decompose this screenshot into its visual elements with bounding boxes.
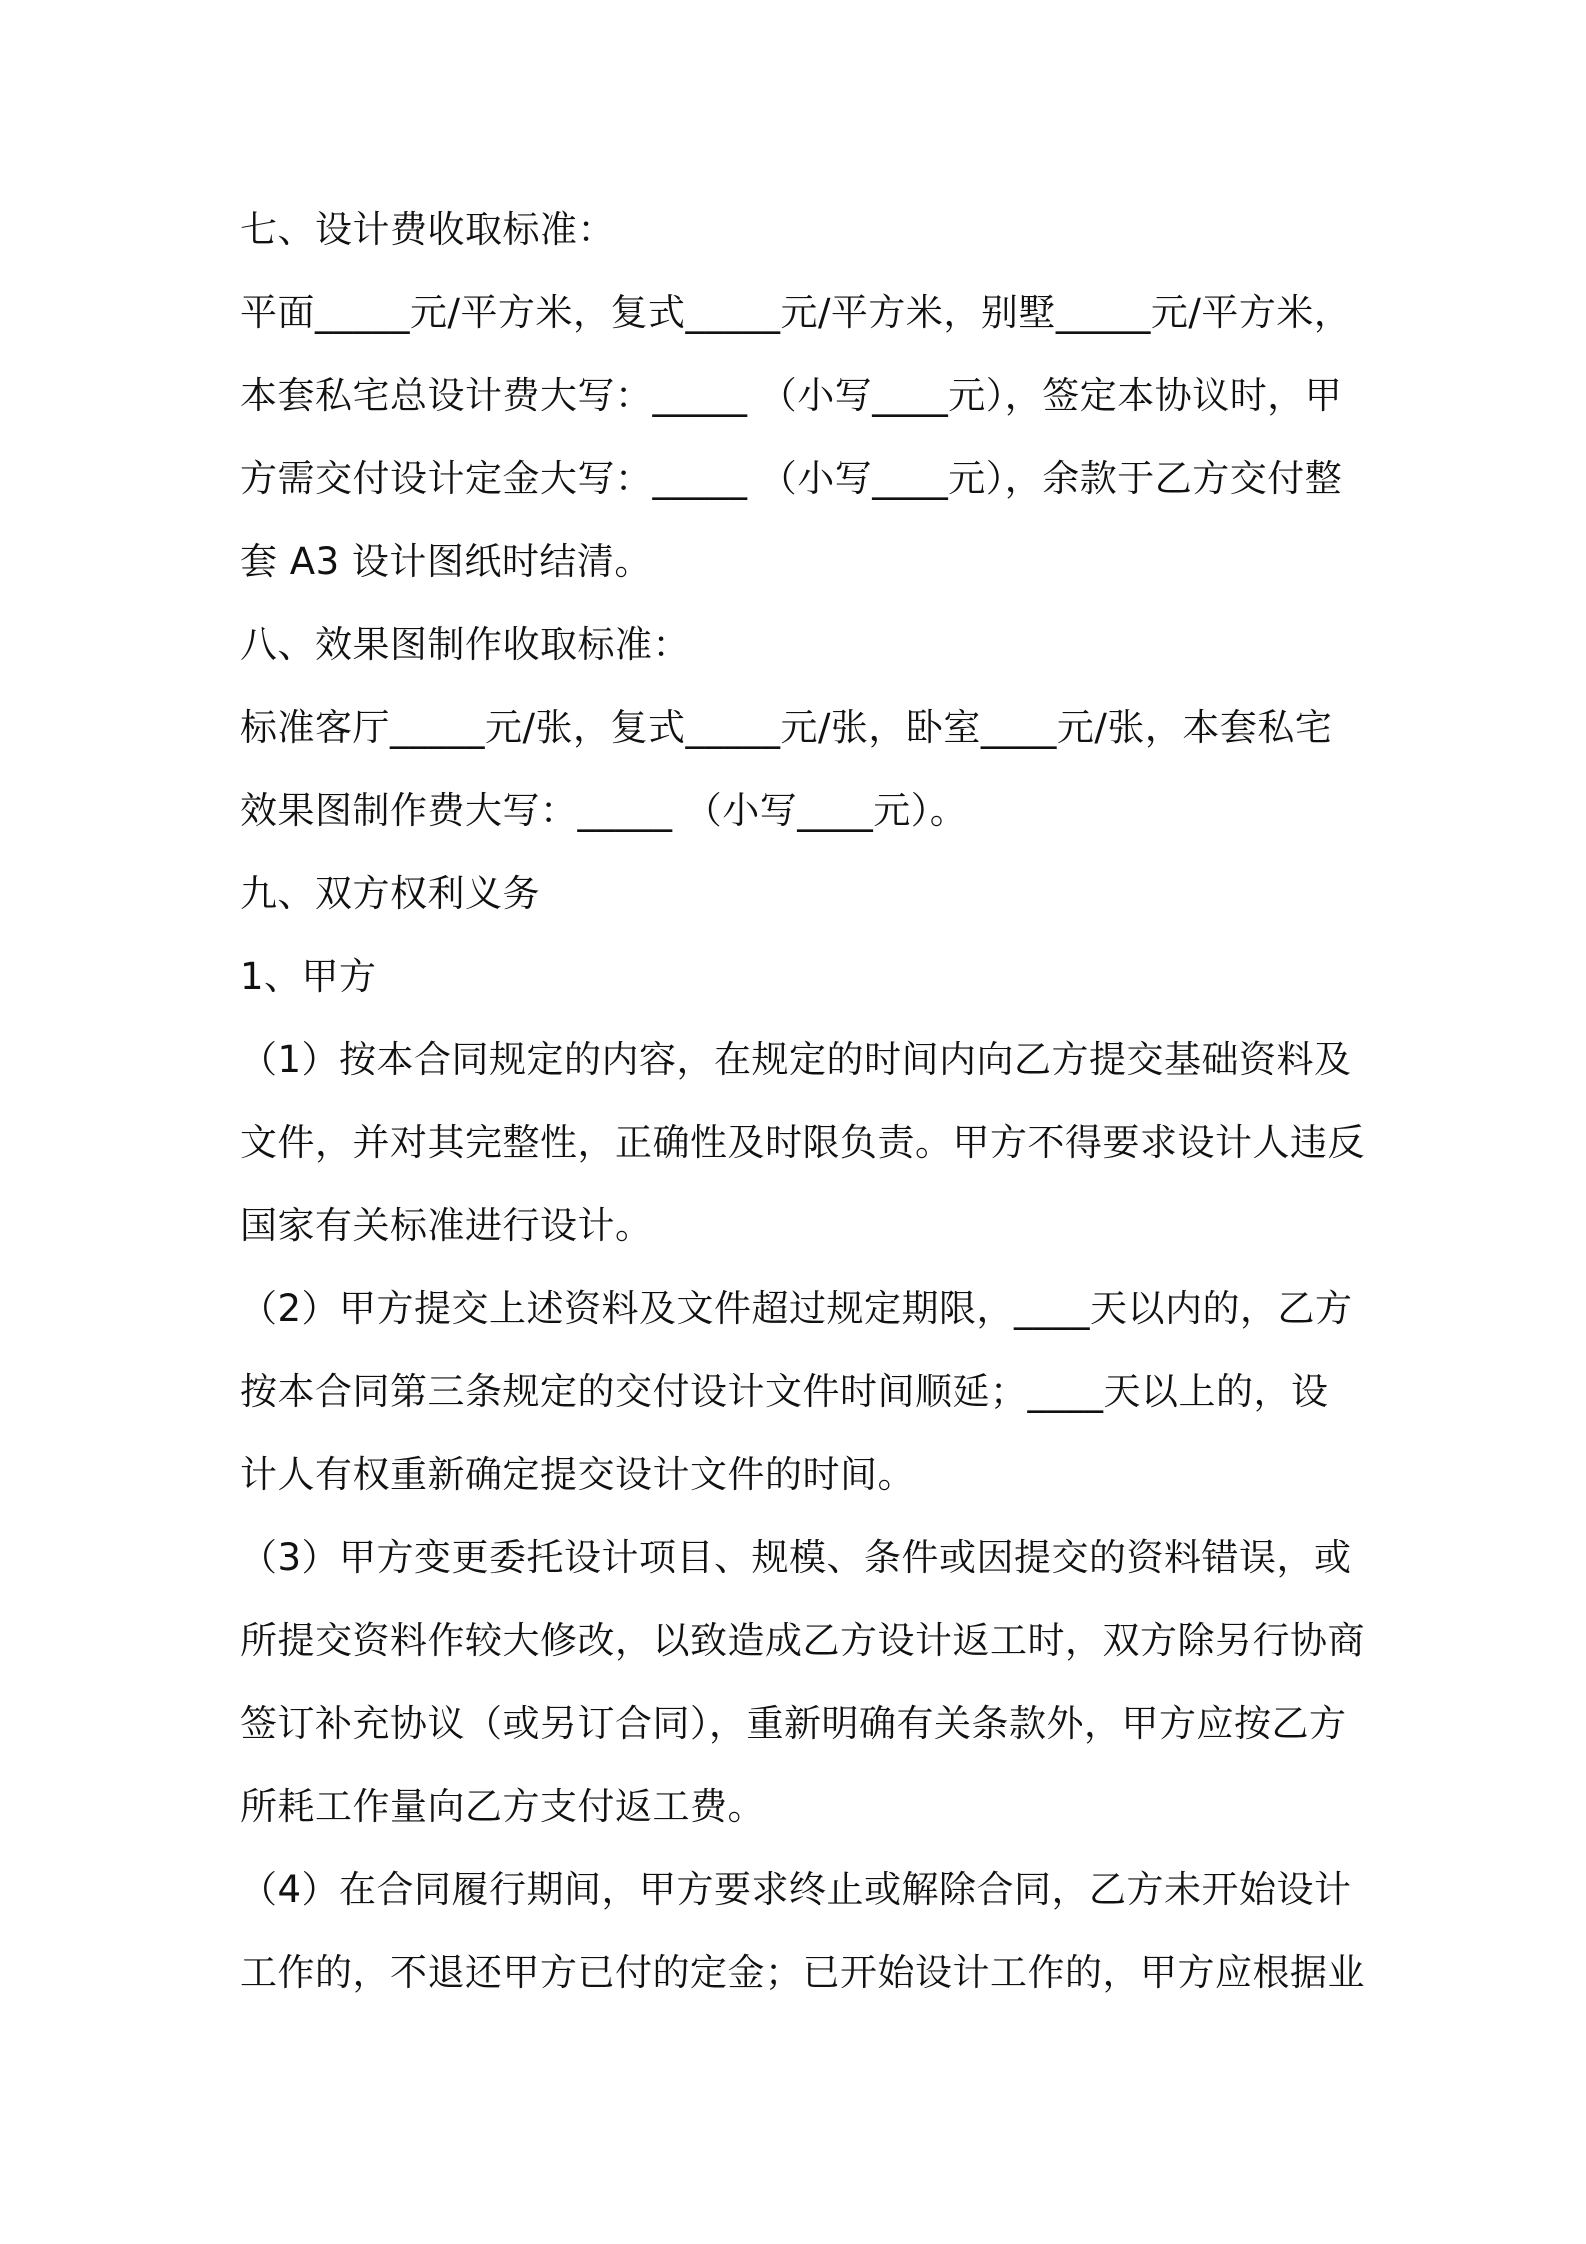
clause-line: 所提交资料作较大修改，以致造成乙方设计返工时，双方除另行协商 xyxy=(240,1619,1365,1662)
clause-line: 按本合同第三条规定的交付设计文件时间顺延；____天以上的，设 xyxy=(240,1370,1329,1413)
section-heading-design-fee: 七、设计费收取标准： xyxy=(240,208,615,251)
clause-line: 工作的，不退还甲方已付的定金；已开始设计工作的，甲方应根据业 xyxy=(240,1951,1365,1994)
clause-line: （4）在合同履行期间，甲方要求终止或解除合同，乙方未开始设计 xyxy=(240,1868,1352,1911)
paragraph-line: 套 A3 设计图纸时结清。 xyxy=(240,540,652,583)
paragraph-line: 标准客厅_____元/张，复式_____元/张，卧室____元/张，本套私宅 xyxy=(240,706,1333,749)
paragraph-line: 平面_____元/平方米，复式_____元/平方米，别墅_____元/平方米， xyxy=(240,291,1352,334)
clause-line: （1）按本合同规定的内容，在规定的时间内向乙方提交基础资料及 xyxy=(240,1038,1352,1081)
clause-line: 签订补充协议（或另订合同），重新明确有关条款外，甲方应按乙方 xyxy=(240,1702,1347,1745)
subsection-heading-party-a: 1、甲方 xyxy=(240,955,377,998)
clause-line: （2）甲方提交上述资料及文件超过规定期限，____天以内的，乙方 xyxy=(240,1287,1353,1330)
section-heading-rendering-fee: 八、效果图制作收取标准： xyxy=(240,623,690,666)
clause-line: 文件，并对其完整性，正确性及时限负责。甲方不得要求设计人违反 xyxy=(240,1121,1365,1164)
paragraph-line: 本套私宅总设计费大写：_____ （小写____元），签定本协议时，甲 xyxy=(240,374,1343,417)
clause-line: 计人有权重新确定提交设计文件的时间。 xyxy=(240,1453,915,1496)
clause-line: 国家有关标准进行设计。 xyxy=(240,1204,653,1247)
section-heading-rights-obligations: 九、双方权利义务 xyxy=(240,872,540,915)
clause-line: 所耗工作量向乙方支付返工费。 xyxy=(240,1785,765,1828)
clause-line: （3）甲方变更委托设计项目、规模、条件或因提交的资料错误，或 xyxy=(240,1536,1352,1579)
paragraph-line: 效果图制作费大写：_____ （小写____元）。 xyxy=(240,789,968,832)
paragraph-line: 方需交付设计定金大写：_____ （小写____元），余款于乙方交付整 xyxy=(240,457,1343,500)
